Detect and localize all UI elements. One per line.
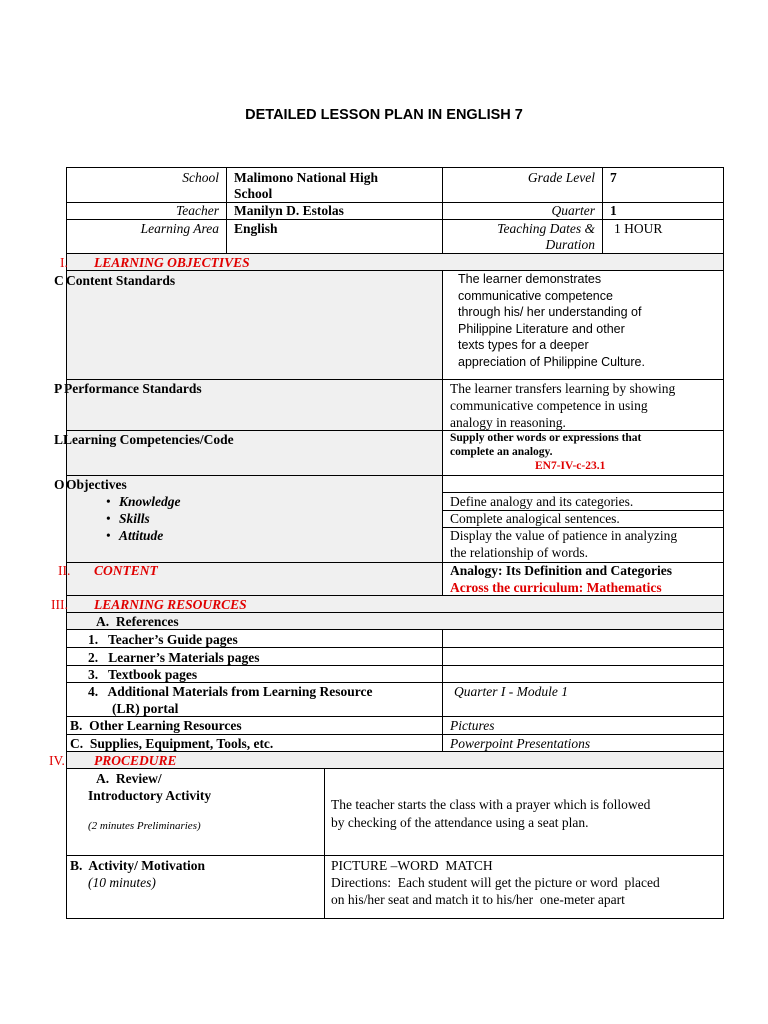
objectives-label: Objectives [66,477,127,492]
references-label: A. References [96,614,179,629]
quarter-value: 1 [610,203,617,218]
skills-text: Complete analogical sentences. [450,511,620,526]
content-standards-line2: communicative competence [458,288,613,303]
additional-materials-line1: 4. Additional Materials from Learning Resource [88,684,373,699]
skills-label: • Skills [119,510,150,527]
performance-prefix: P [54,381,63,396]
grade-level-value: 7 [610,170,617,185]
knowledge-text: Define analogy and its categories. [450,494,634,509]
learners-materials-label: 2. Learner’s Materials pages [88,650,260,665]
content-standards-prefix: C [54,273,64,288]
content-standards-line5: texts types for a deeper [458,338,589,352]
supplies-label: C. Supplies, Equipment, Tools, etc. [70,736,274,751]
textbook-label: 3. Textbook pages [88,667,198,682]
performance-label: Performance Standards [64,381,202,396]
review-text-line1: The teacher starts the class with a prayer which is followed [331,797,651,812]
review-label-line2: Introductory Activity [88,788,212,803]
objectives-prefix: O [54,477,65,492]
content-curriculum: Across the curriculum: Mathematics [450,580,662,595]
competencies-code: EN7-IV-c-23.1 [535,460,606,472]
performance-line3: analogy in reasoning. [450,415,566,430]
content-standards-label: Content Standards [66,273,176,288]
section2-heading: CONTENT [94,563,158,578]
activity-text-line2: Directions: Each student will get the picture or word placed [331,875,660,890]
teaching-dates-label-line2: Duration [545,237,595,252]
grade-level-label: Grade Level [527,170,595,185]
knowledge-label: • Knowledge [119,493,181,510]
attitude-line2: the relationship of words. [450,545,588,560]
additional-materials-value: Quarter I - Module 1 [454,684,568,699]
school-value-line1: Malimono National High [234,170,379,185]
teaching-dates-label-line1: Teaching Dates & [497,221,595,236]
school-label: School [182,170,219,185]
activity-label: B. Activity/ Motivation [70,858,205,873]
content-standards-line1: The learner demonstrates [458,272,602,286]
competencies-prefix: L [54,432,64,447]
section4-heading: PROCEDURE [94,753,177,768]
performance-line1: The learner transfers learning by showing [450,381,676,396]
teaching-dates-value: 1 HOUR [614,221,663,236]
section3-heading: LEARNING RESOURCES [94,597,247,612]
additional-materials-line2: (LR) portal [112,701,179,716]
teacher-label: Teacher [176,203,219,218]
teacher-value: Manilyn D. Estolas [234,203,344,218]
competencies-line1: Supply other words or expressions that [450,432,642,444]
supplies-value: Powerpoint Presentations [450,736,591,751]
learning-area-label: Learning Area [140,221,219,236]
learning-area-value: English [234,221,278,236]
document-title: DETAILED LESSON PLAN IN ENGLISH 7 [245,107,523,123]
section1-numeral: I. [60,255,68,270]
school-value-line2: School [234,186,273,201]
section2-numeral: II. [58,563,71,578]
section4-numeral: IV. [49,753,65,768]
other-resources-label: B. Other Learning Resources [70,718,242,733]
section1-heading: LEARNING OBJECTIVES [94,255,250,270]
other-resources-value: Pictures [450,718,495,733]
activity-text-line1: PICTURE –WORD MATCH [331,858,493,873]
competencies-line2: complete an analogy. [450,446,553,458]
quarter-label: Quarter [551,203,595,218]
competencies-label: Learning Competencies/Code [63,432,234,447]
activity-time: (10 minutes) [88,875,156,890]
review-label-line1: A. Review/ [96,771,162,786]
teachers-guide-label: 1. Teacher’s Guide pages [88,632,238,647]
content-topic: Analogy: Its Definition and Categories [450,563,672,578]
content-standards-line6: appreciation of Philippine Culture. [458,354,645,369]
content-standards-line3: through his/ her understanding of [458,305,642,319]
content-standards-line4: Philippine Literature and other [458,321,625,336]
review-time: (2 minutes Preliminaries) [88,820,201,832]
review-text-line2: by checking of the attendance using a seat plan. [331,815,589,830]
activity-text-line3: on his/her seat and match it to his/her one-meter apart [331,892,625,907]
performance-line2: communicative competence in using [450,398,648,413]
section3-numeral: III. [51,597,68,612]
attitude-label: • Attitude [119,527,163,544]
attitude-line1: Display the value of patience in analyzing [450,528,678,543]
